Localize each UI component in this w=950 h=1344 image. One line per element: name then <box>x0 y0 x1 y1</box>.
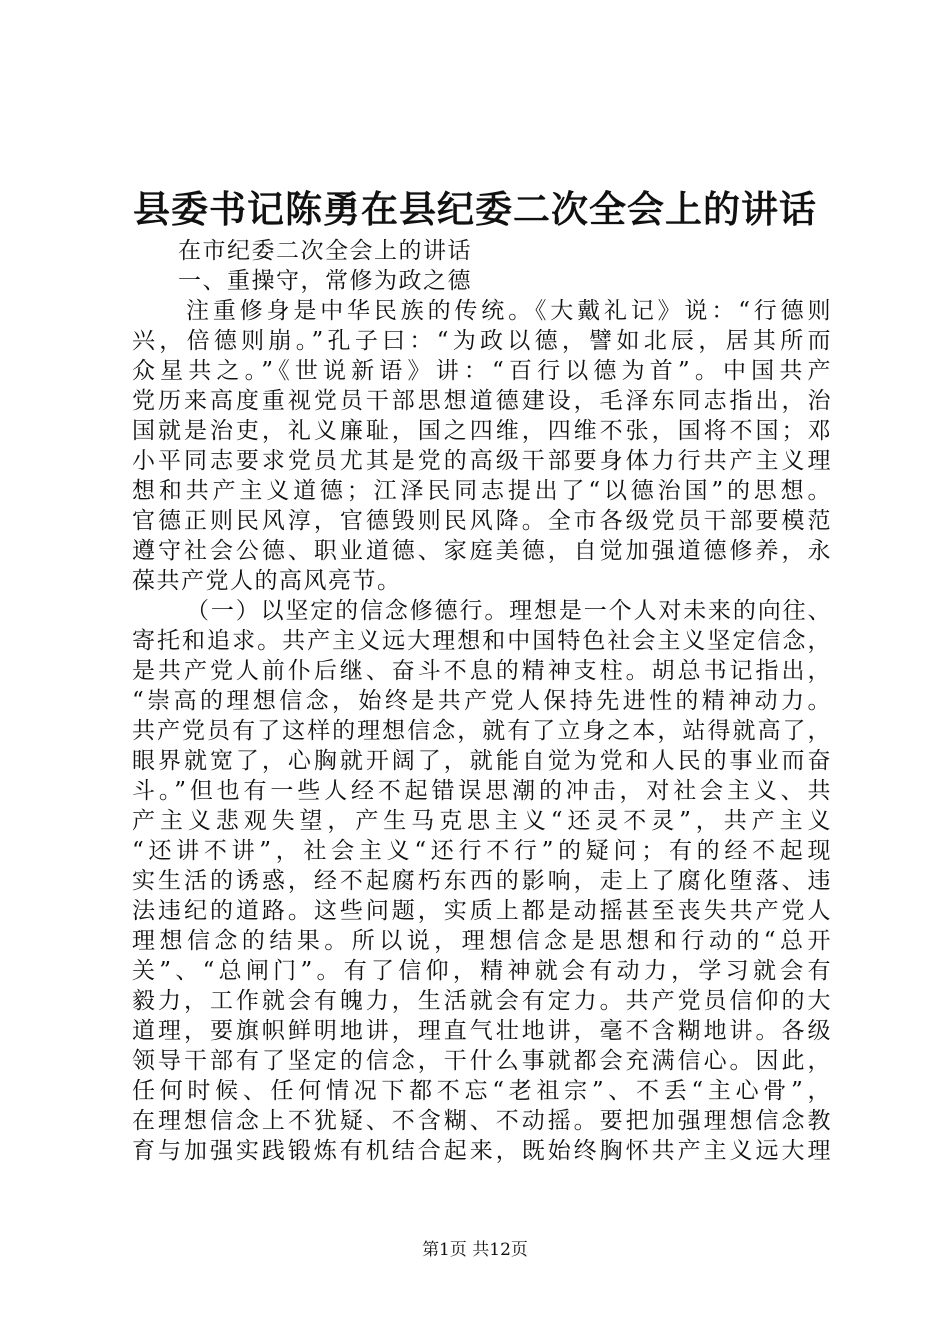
paragraph-line: 任何时候、任何情况下都不忘“老祖宗”、不丢“主心骨”， <box>132 1078 832 1104</box>
paragraph-line: 官德正则民风淳，官德毁则民风降。全市各级党员干部要模范 <box>132 508 832 534</box>
document-title: 县委书记陈勇在县纪委二次全会上的讲话 <box>133 187 817 231</box>
paragraph-line: 想和共产主义道德；江泽民同志提出了“以德治国”的思想。 <box>132 478 832 504</box>
document-body <box>132 236 832 1166</box>
paragraph-line: 在理想信念上不犹疑、不含糊、不动摇。要把加强理想信念教 <box>132 1108 832 1134</box>
paragraph-line: 小平同志要求党员尤其是党的高级干部要身体力行共产主义理 <box>132 448 832 474</box>
paragraph-line: 葆共产党人的高风亮节。 <box>132 568 402 594</box>
paragraph-line: “还讲不讲”，社会主义“还行不行”的疑问；有的经不起现 <box>132 838 832 864</box>
paragraph-line: 毅力，工作就会有魄力，生活就会有定力。共产党员信仰的大 <box>132 988 832 1014</box>
paragraph-line: 寄托和追求。共产主义远大理想和中国特色社会主义坚定信念， <box>132 628 832 654</box>
paragraph-line: 法违纪的道路。这些问题，实质上都是动摇甚至丧失共产党人 <box>132 898 832 924</box>
subtitle-line: 在市纪委二次全会上的讲话 <box>178 238 472 264</box>
paragraph-line: 领导干部有了坚定的信念，干什么事就都会充满信心。因此， <box>132 1048 832 1074</box>
paragraph-line: 眼界就宽了，心胸就开阔了，就能自觉为党和人民的事业而奋 <box>132 748 832 774</box>
page-number-footer: 第1页 共12页 <box>422 1240 528 1260</box>
section-heading: 一、重操守，常修为政之德 <box>178 268 472 294</box>
paragraph-line: 育与加强实践锻炼有机结合起来，既始终胸怀共产主义远大理 <box>132 1138 832 1164</box>
paragraph-line: “崇高的理想信念，始终是共产党人保持先进性的精神动力。 <box>132 688 832 714</box>
paragraph-line: 道理，要旗帜鲜明地讲，理直气壮地讲，毫不含糊地讲。各级 <box>132 1018 832 1044</box>
paragraph-line: 实生活的诱惑，经不起腐朽东西的影响，走上了腐化堕落、违 <box>132 868 832 894</box>
paragraph-line: 关”、“总闸门”。有了信仰，精神就会有动力，学习就会有 <box>132 958 832 984</box>
paragraph-line: 共产党员有了这样的理想信念，就有了立身之本，站得就高了， <box>132 718 832 744</box>
paragraph-line: （一）以坚定的信念修德行。理想是一个人对未来的向往、 <box>186 598 832 624</box>
paragraph-line: 国就是治吏，礼义廉耻，国之四维，四维不张，国将不国；邓 <box>132 418 832 444</box>
paragraph-line: 众星共之。”《世说新语》讲：“百行以德为首”。中国共产 <box>132 358 832 384</box>
paragraph-line: 是共产党人前仆后继、奋斗不息的精神支柱。胡总书记指出， <box>132 658 832 684</box>
paragraph-line: 党历来高度重视党员干部思想道德建设，毛泽东同志指出，治 <box>132 388 832 414</box>
paragraph-line: 产主义悲观失望，产生马克思主义“还灵不灵”，共产主义 <box>132 808 832 834</box>
paragraph-line: 遵守社会公德、职业道德、家庭美德，自觉加强道德修养，永 <box>132 538 832 564</box>
paragraph-line: 斗。”但也有一些人经不起错误思潮的冲击，对社会主义、共 <box>132 778 832 804</box>
paragraph-line: 兴，倍德则崩。”孔子曰：“为政以德，譬如北辰，居其所而 <box>132 328 832 354</box>
paragraph-line: 理想信念的结果。所以说，理想信念是思想和行动的“总开 <box>132 928 832 954</box>
paragraph-line: 注重修身是中华民族的传统。《大戴礼记》说：“行德则 <box>186 298 832 324</box>
